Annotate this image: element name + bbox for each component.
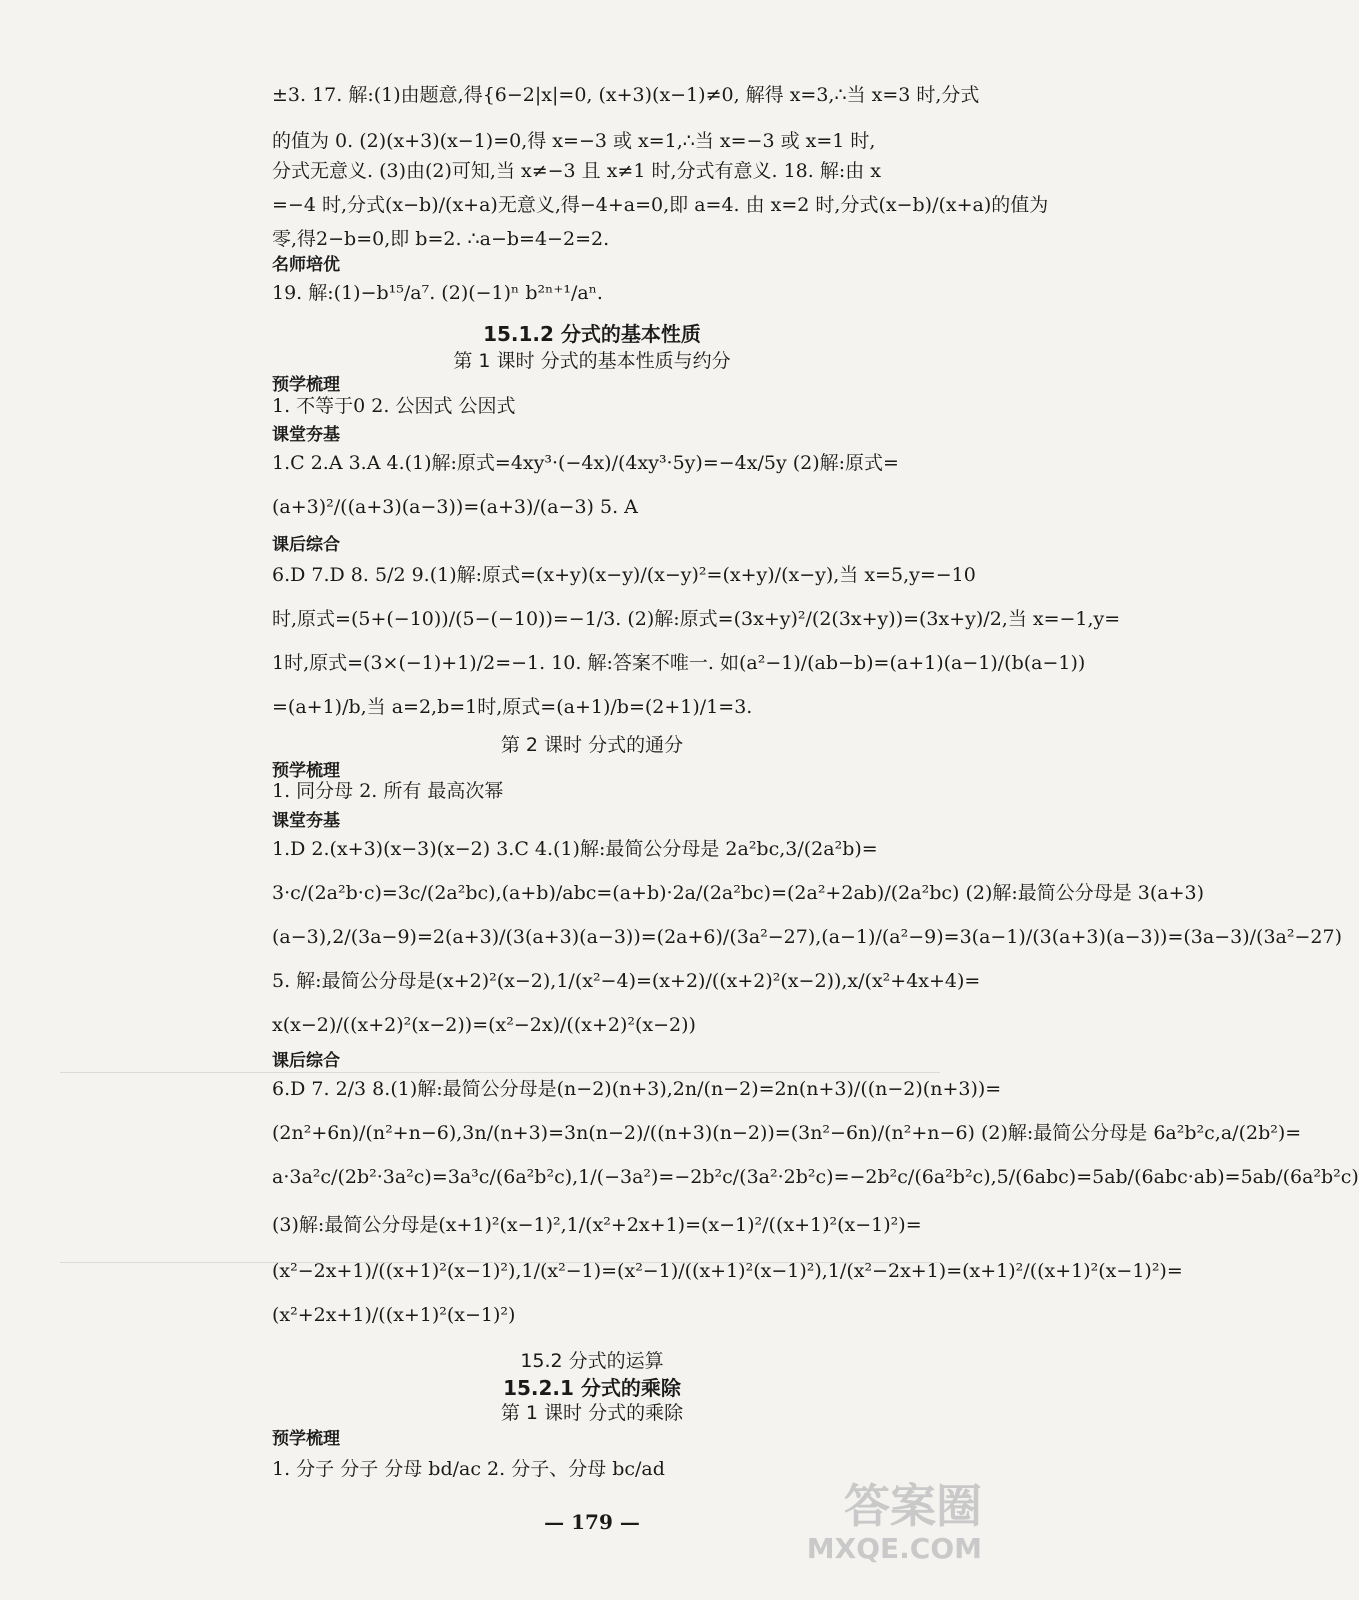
text-line: (a+3)²/((a+3)(a−3))=(a+3)/(a−3) 5. A: [272, 496, 638, 518]
text-line: ±3. 17. 解:(1)由题意,得{6−2|x|=0, (x+3)(x−1)≠0, 解得 x=3,∴当 x=3 时,分式: [272, 84, 980, 106]
heading-lesson-3: 第 1 课时 分式的乘除: [500, 1402, 684, 1424]
text-line: 5. 解:最简公分母是(x+2)²(x−2),1/(x²−4)=(x+2)/((x+2)²(x−2)),x/(x²+4x+4)=: [272, 970, 981, 992]
text-line: (x²−2x+1)/((x+1)²(x−1)²),1/(x²−1)=(x²−1)/((x+1)²(x−1)²),1/(x²−2x+1)=(x+1)²/((x+1)²(x−1)²)=: [272, 1260, 1183, 1282]
section-ketang-hangji: 课堂夯基: [272, 811, 340, 831]
section-ketang-hangji: 课堂夯基: [272, 425, 340, 445]
heading-15-2: 15.2 分式的运算: [520, 1350, 664, 1372]
fold-line: [60, 1072, 940, 1073]
text-line: (x²+2x+1)/((x+1)²(x−1)²): [272, 1304, 516, 1326]
section-yuxue-shuli: 预学梳理: [272, 375, 340, 395]
watermark-url: MXQE.COM: [806, 1532, 982, 1565]
section-yuxue-shuli: 预学梳理: [272, 761, 340, 781]
text-line: (2n²+6n)/(n²+n−6),3n/(n+3)=3n(n−2)/((n+3)(n−2))=(3n²−6n)/(n²+n−6) (2)解:最简公分母是 6a²b²c,a/(2b²)=: [272, 1122, 1302, 1144]
section-yuxue-shuli: 预学梳理: [272, 1429, 340, 1449]
watermark-logo: [807, 1478, 982, 1564]
text-line: 3·c/(2a²b·c)=3c/(2a²bc),(a+b)/abc=(a+b)·2a/(2a²bc)=(2a²+2ab)/(2a²bc) (2)解:最简公分母是 3(a+3): [272, 882, 1205, 904]
text-line: 6.D 7. 2/3 8.(1)解:最简公分母是(n−2)(n+3),2n/(n−2)=2n(n+3)/((n−2)(n+3))=: [272, 1078, 1002, 1100]
text-line: 1时,原式=(3×(−1)+1)/2=−1. 10. 解:答案不唯一. 如(a²−1)/(ab−b)=(a+1)(a−1)/(b(a−1)): [272, 652, 1086, 674]
text-line: (a−3),2/(3a−9)=2(a+3)/(3(a+3)(a−3))=(2a+6)/(3a²−27),(a−1)/(a²−9)=3(a−1)/(3(a+3)(a−3))=(3a−3)/(3a²−27): [272, 926, 1342, 948]
text-line: 零,得2−b=0,即 b=2. ∴a−b=4−2=2.: [272, 228, 610, 250]
text-line: x(x−2)/((x+2)²(x−2))=(x²−2x)/((x+2)²(x−2)): [272, 1014, 696, 1036]
heading-15-1-2: 15.1.2 分式的基本性质: [483, 322, 701, 346]
section-mingshi-peiyou: 名师培优: [272, 255, 340, 275]
text-line: a·3a²c/(2b²·3a²c)=3a³c/(6a²b²c),1/(−3a²)=−2b²c/(3a²·2b²c)=−2b²c/(6a²b²c),5/(6abc)=5ab/(6abc·ab)=5ab/(6a²b²c): [272, 1166, 1359, 1188]
text-line: 19. 解:(1)−b¹⁵/a⁷. (2)(−1)ⁿ b²ⁿ⁺¹/aⁿ.: [272, 282, 603, 304]
section-kehou-zonghe: 课后综合: [272, 1051, 340, 1071]
text-line: 时,原式=(5+(−10))/(5−(−10))=−1/3. (2)解:原式=(3x+y)²/(2(3x+y))=(3x+y)/2,当 x=−1,y=: [272, 608, 1121, 630]
text-line: 的值为 0. (2)(x+3)(x−1)=0,得 x=−3 或 x=1,∴当 x=−3 或 x=1 时,: [272, 130, 876, 152]
text-line: =−4 时,分式(x−b)/(x+a)无意义,得−4+a=0,即 a=4. 由 x=2 时,分式(x−b)/(x+a)的值为: [272, 194, 1049, 216]
watermark-text: 答案圈: [844, 1479, 982, 1533]
text-line: 6.D 7.D 8. 5/2 9.(1)解:原式=(x+y)(x−y)/(x−y)²=(x+y)/(x−y),当 x=5,y=−10: [272, 564, 976, 586]
page-number: — 179 —: [544, 1510, 640, 1534]
text-line: 1.C 2.A 3.A 4.(1)解:原式=4xy³·(−4x)/(4xy³·5y)=−4x/5y (2)解:原式=: [272, 452, 899, 474]
heading-lesson-1: 第 1 课时 分式的基本性质与约分: [453, 350, 731, 372]
text-line: (3)解:最简公分母是(x+1)²(x−1)²,1/(x²+2x+1)=(x−1)²/((x+1)²(x−1)²)=: [272, 1214, 922, 1236]
text-line: =(a+1)/b,当 a=2,b=1时,原式=(a+1)/b=(2+1)/1=3.: [272, 696, 753, 718]
text-line: 1. 分子 分子 分母 bd/ac 2. 分子、分母 bc/ad: [272, 1458, 665, 1480]
heading-15-2-1: 15.2.1 分式的乘除: [503, 1376, 681, 1400]
section-kehou-zonghe: 课后综合: [272, 535, 340, 555]
text-line: 分式无意义. (3)由(2)可知,当 x≠−3 且 x≠1 时,分式有意义. 18. 解:由 x: [272, 160, 882, 182]
text-line: 1.D 2.(x+3)(x−3)(x−2) 3.C 4.(1)解:最简公分母是 2a²bc,3/(2a²b)=: [272, 838, 878, 860]
text-line: 1. 不等于0 2. 公因式 公因式: [272, 395, 516, 417]
heading-lesson-2: 第 2 课时 分式的通分: [500, 734, 684, 756]
text-line: 1. 同分母 2. 所有 最高次幂: [272, 780, 504, 802]
